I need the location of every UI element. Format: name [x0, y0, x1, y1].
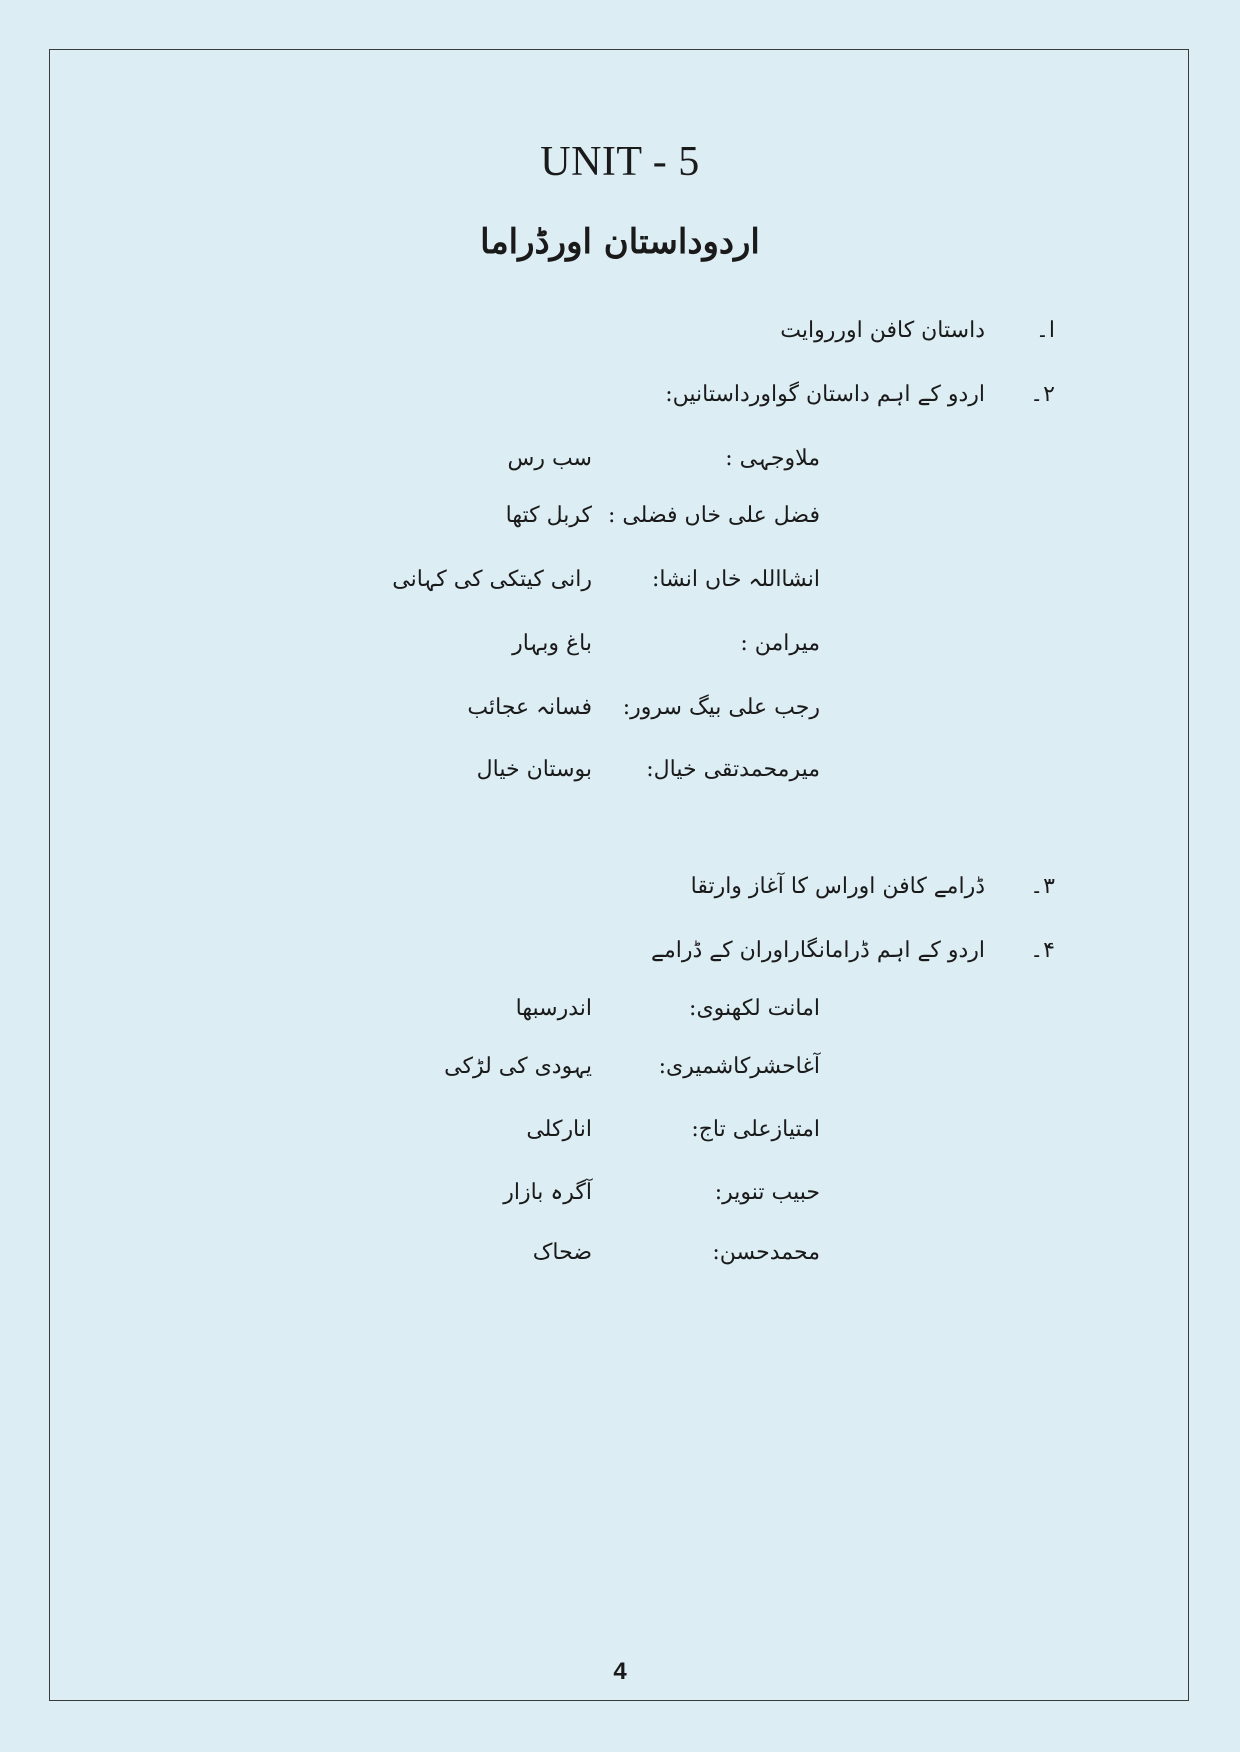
item-text: ڈرامے کافن اوراس کا آغاز وارتقا	[690, 874, 985, 899]
work-title: انارکلی	[526, 1117, 592, 1142]
work-title: اندرسبھا	[515, 996, 592, 1021]
author-name: امانت لکھنوی:	[689, 996, 820, 1021]
work-title: یہودی کی لڑکی	[444, 1054, 592, 1079]
list-item-3	[691, 874, 1055, 899]
work-title: باغ وبہار	[512, 631, 592, 656]
list-item-1	[780, 318, 1055, 343]
author-name: آغاحشرکاشمیری:	[658, 1054, 820, 1079]
item-text: اردو کے اہم داستان گواورداستانیں:	[665, 382, 985, 407]
page-number: 4	[613, 1658, 627, 1685]
work-title: سب رس	[507, 446, 592, 471]
item-text: اردو کے اہم ڈرامانگاراوران کے ڈرامے	[651, 938, 985, 963]
author-name: ملاوجہی :	[725, 446, 820, 471]
item-number: ۴۔	[1030, 938, 1055, 963]
work-title: بوستان خیال	[476, 757, 592, 782]
author-name: فضل علی خاں فضلی :	[607, 503, 820, 528]
item-number: ا۔	[1035, 318, 1055, 343]
list-item-4	[651, 938, 1055, 963]
unit-title: UNIT - 5	[540, 139, 700, 185]
item-number: ۳۔	[1030, 874, 1055, 899]
work-title: کربل کتھا	[505, 503, 592, 528]
work-title: آگرہ بازار	[503, 1180, 592, 1205]
list-item-2	[665, 382, 1055, 407]
page-heading: اردوداستان اورڈراما	[480, 222, 760, 262]
item-text: داستان کافن اورروایت	[780, 318, 985, 343]
author-name: محمدحسن:	[712, 1240, 820, 1265]
author-name: میرمحمدتقی خیال:	[646, 757, 820, 782]
work-title: ضحاک	[532, 1240, 592, 1265]
work-title: رانی کیتکی کی کہانی	[392, 567, 592, 592]
author-name: رجب علی بیگ سرور:	[622, 695, 820, 720]
work-title: فسانہ عجائب	[467, 695, 592, 720]
author-name: حبیب تنویر:	[714, 1180, 820, 1205]
author-name: میرامن :	[740, 631, 820, 656]
author-name: انشااللہ خاں انشا:	[652, 567, 820, 592]
item-number: ۲۔	[1030, 382, 1055, 407]
author-name: امتیازعلی تاج:	[691, 1117, 820, 1142]
